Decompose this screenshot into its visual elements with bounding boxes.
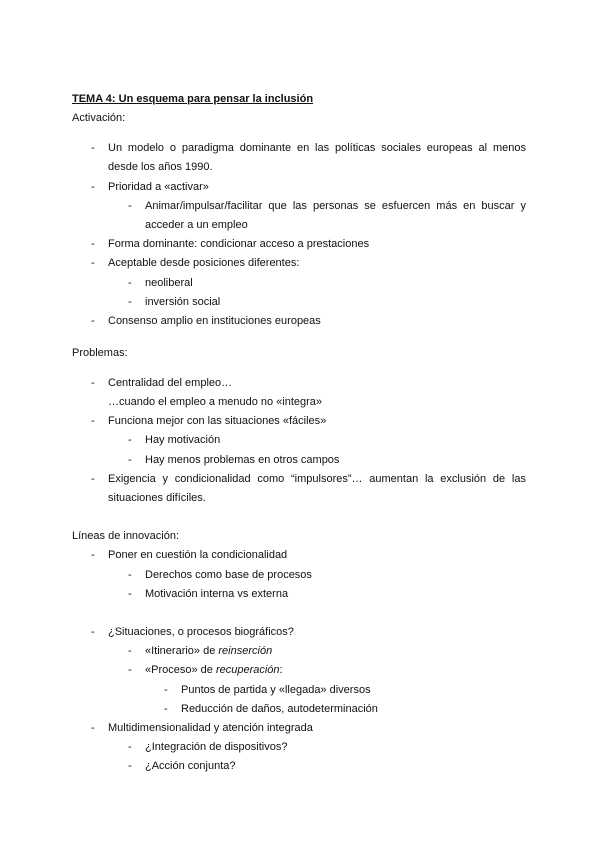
sub-list-item: ¿Integración de dispositivos? <box>145 741 288 753</box>
bullet-dash: - <box>91 181 95 193</box>
list-item: Funciona mejor con las situaciones «fáciles» <box>108 415 327 427</box>
sub-list-item <box>145 644 272 658</box>
sub-list-item: Hay motivación <box>145 434 221 446</box>
bullet-dash: - <box>128 434 132 446</box>
bullet-dash: - <box>91 238 95 250</box>
bullet-dash: - <box>128 277 132 289</box>
list-item-continuation: situaciones difíciles. <box>108 492 206 504</box>
sub-list-item: neoliberal <box>145 277 193 289</box>
bullet-dash: - <box>128 200 132 212</box>
sub-list-item <box>145 663 283 677</box>
bullet-dash: - <box>91 626 95 638</box>
sub-list-item: Derechos como base de procesos <box>145 569 312 581</box>
sub-list-item: Animar/impulsar/facilitar que las personas se esfuercen más en buscar y <box>145 200 526 212</box>
sub-list-item: ¿Acción conjunta? <box>145 760 236 772</box>
list-item: Un modelo o paradigma dominante en las políticas sociales europeas al menos <box>108 142 526 154</box>
list-item: Forma dominante: condicionar acceso a prestaciones <box>108 238 370 250</box>
list-item-continuation: …cuando el empleo a menudo no «integra» <box>108 396 323 408</box>
bullet-dash: - <box>91 377 95 389</box>
sub-list-item-text: «Itinerario» de <box>145 645 219 657</box>
page-title: TEMA 4: Un esquema para pensar la inclusión <box>72 93 314 105</box>
sub-sub-list-item: Reducción de daños, autodeterminación <box>181 703 378 715</box>
section-heading-lineas: Líneas de innovación: <box>72 530 180 542</box>
bullet-dash: - <box>164 703 168 715</box>
bullet-dash: - <box>128 454 132 466</box>
list-item: Poner en cuestión la condicionalidad <box>108 549 288 561</box>
sub-list-item-text: «Proceso» de <box>145 664 216 676</box>
bullet-dash: - <box>128 645 132 657</box>
emphasis-text: recuperación <box>215 664 280 676</box>
bullet-dash: - <box>128 741 132 753</box>
section-heading-activacion: Activación: <box>72 112 126 124</box>
list-item: Centralidad del empleo… <box>108 377 233 389</box>
bullet-dash: - <box>91 549 95 561</box>
sub-list-item: Motivación interna vs externa <box>145 588 289 600</box>
sub-list-item-continuation: acceder a un empleo <box>145 219 248 231</box>
bullet-dash: - <box>91 142 95 154</box>
bullet-dash: - <box>164 684 168 696</box>
bullet-dash: - <box>128 760 132 772</box>
sub-list-item: inversión social <box>145 296 221 308</box>
list-item: ¿Situaciones, o procesos biográficos? <box>108 626 294 638</box>
sub-sub-list-item: Puntos de partida y «llegada» diversos <box>181 684 371 696</box>
bullet-dash: - <box>128 569 132 581</box>
bullet-dash: - <box>91 415 95 427</box>
bullet-dash: - <box>128 296 132 308</box>
bullet-dash: - <box>91 722 95 734</box>
bullet-dash: - <box>91 473 95 485</box>
list-item: Prioridad a «activar» <box>108 181 209 193</box>
bullet-dash: - <box>128 664 132 676</box>
list-item: Aceptable desde posiciones diferentes: <box>108 257 300 269</box>
sub-list-item: Hay menos problemas en otros campos <box>145 454 340 466</box>
bullet-dash: - <box>91 315 95 327</box>
emphasis-text: reinserción <box>218 645 273 657</box>
section-heading-problemas: Problemas: <box>72 347 128 359</box>
sub-list-item-punct: : <box>279 664 283 676</box>
list-item: Consenso amplio en instituciones europeas <box>108 315 321 327</box>
bullet-dash: - <box>91 257 95 269</box>
bullet-dash: - <box>128 588 132 600</box>
list-item-continuation: desde los años 1990. <box>108 161 213 173</box>
list-item: Multidimensionalidad y atención integrada <box>108 722 313 734</box>
list-item: Exigencia y condicionalidad como “impulsores”… aumentan la exclusión de las <box>108 473 526 485</box>
